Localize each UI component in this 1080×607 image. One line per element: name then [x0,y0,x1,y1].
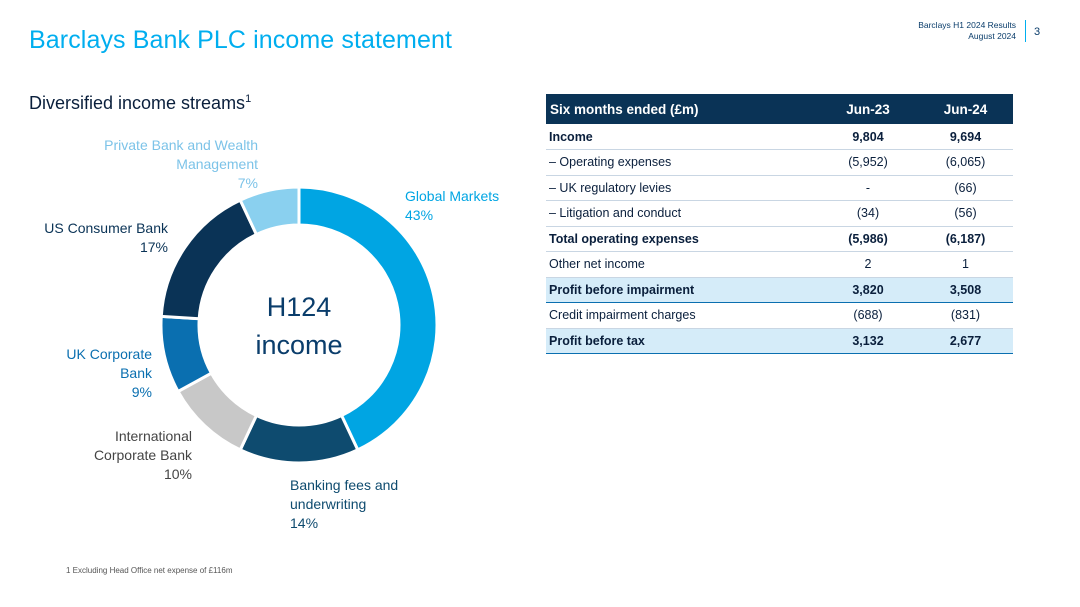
header-jun24: Jun-24 [918,94,1013,124]
row-jun23: 9,804 [818,124,918,150]
label-pbwm-pct: 7% [237,175,258,191]
row-label: – Litigation and conduct [546,201,818,227]
label-private-bank [104,136,258,193]
row-jun23: (5,952) [818,150,918,176]
row-jun23: - [818,175,918,201]
label-banking-fees-pct: 14% [290,515,319,531]
row-jun24: (831) [918,303,1013,329]
table-row [546,328,1013,354]
label-pbwm-line1: Private Bank and Wealth [104,137,258,153]
table-row [546,303,1013,329]
label-ukcb-pct: 9% [131,384,152,400]
page-title: Barclays Bank PLC income statement [29,26,453,54]
row-label: – Operating expenses [546,150,818,176]
row-label: Income [546,124,818,150]
header-results-label: Barclays H1 2024 Results [918,20,1016,30]
donut-slice-banking-fees-and-underwriting [240,415,358,463]
row-jun23: (34) [818,201,918,227]
label-global-markets-pct: 43% [405,207,434,223]
header-date: August 2024 [968,31,1016,41]
row-jun23: (688) [818,303,918,329]
donut-center-label [219,288,379,364]
row-jun23: 2 [818,252,918,278]
row-jun24: 3,508 [918,277,1013,303]
footnote-marker: 1 [245,93,252,105]
chart-subtitle [29,93,251,114]
label-uscb-line1: US Consumer Bank [44,220,168,236]
label-global-markets [405,187,499,225]
donut-center-line2: income [255,330,343,360]
label-banking-fees-line1: Banking fees and [290,477,399,493]
table-row [546,150,1013,176]
label-uk-corporate-bank [66,345,152,402]
header-period: Six months ended (£m) [546,94,818,124]
donut-center-line1: H124 [266,292,332,322]
label-ukcb-line1: UK Corporate [66,346,152,362]
header-divider [1025,20,1026,42]
row-label: – UK regulatory levies [546,175,818,201]
label-icb-line1: International [114,428,192,444]
label-pbwm-line2: Management [176,156,258,172]
row-label: Total operating expenses [546,226,818,252]
row-jun24: (56) [918,201,1013,227]
table-row [546,175,1013,201]
page-number: 3 [1034,26,1041,38]
table-row [546,201,1013,227]
row-label: Profit before tax [546,328,818,354]
label-us-consumer-bank [44,219,168,257]
table-header-row [546,94,1013,124]
label-icb-pct: 10% [163,466,192,482]
row-label: Other net income [546,252,818,278]
label-banking-fees [290,476,398,533]
row-jun23: (5,986) [818,226,918,252]
label-global-markets-name: Global Markets [405,188,500,204]
row-jun24: 2,677 [918,328,1013,354]
income-statement-table [546,94,1013,354]
row-jun24: (66) [918,175,1013,201]
label-banking-fees-line2: underwriting [290,496,367,512]
row-jun23: 3,820 [818,277,918,303]
footnote: 1 Excluding Head Office net expense of £116m [66,566,233,575]
row-jun24: (6,187) [918,226,1013,252]
row-jun24: 1 [918,252,1013,278]
header-meta [918,20,1016,42]
table-row [546,252,1013,278]
label-uscb-pct: 17% [139,239,168,255]
row-jun24: (6,065) [918,150,1013,176]
header-jun23: Jun-23 [818,94,918,124]
table-row [546,226,1013,252]
label-icb-line2: Corporate Bank [93,447,192,463]
row-jun23: 3,132 [818,328,918,354]
row-label: Credit impairment charges [546,303,818,329]
row-jun24: 9,694 [918,124,1013,150]
table-row [546,124,1013,150]
table-row [546,277,1013,303]
label-ukcb-line2: Bank [120,365,152,381]
row-label: Profit before impairment [546,277,818,303]
label-international-corporate-bank [94,427,192,484]
chart-subtitle-text: Diversified income streams [29,93,246,113]
